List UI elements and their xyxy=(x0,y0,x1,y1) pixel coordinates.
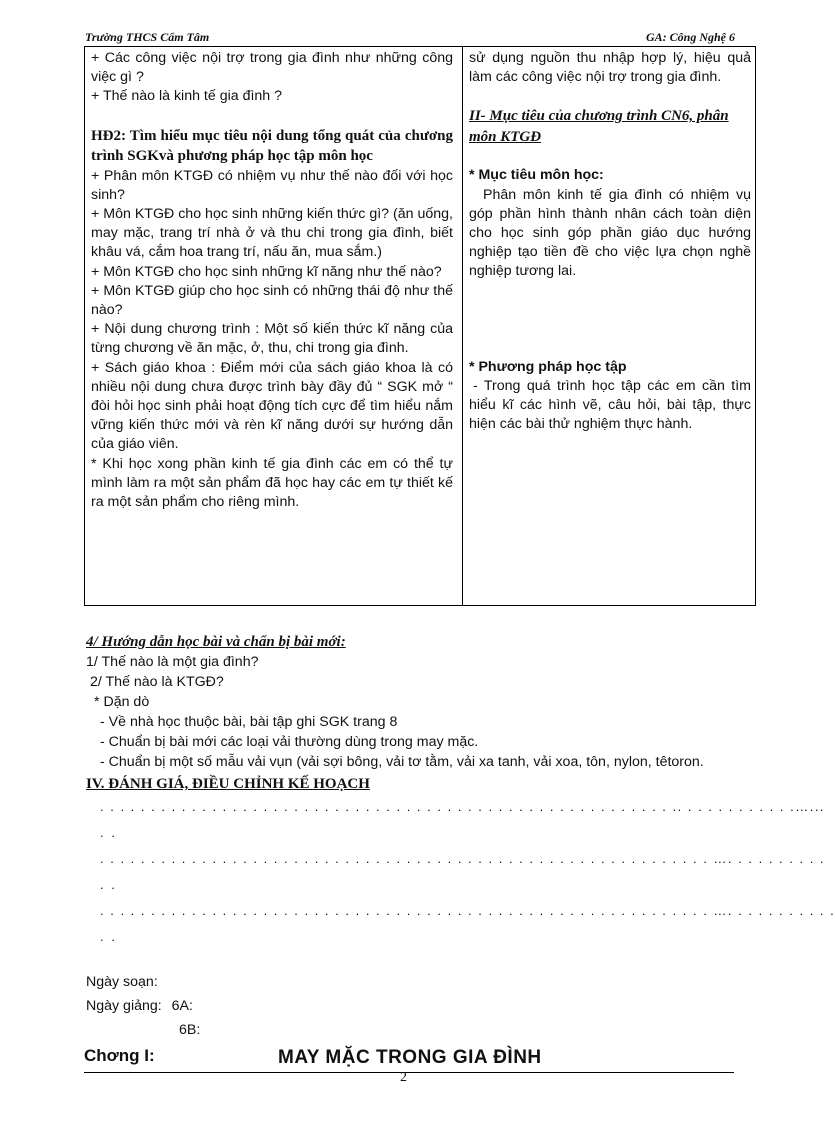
prep-date: Ngày soạn: xyxy=(86,974,158,990)
reminder-item: - Về nhà học thuộc bài, bài tập ghi SGK trang 8 xyxy=(100,714,398,730)
question-1: 1/ Thế nào là một gia đình? xyxy=(86,654,259,670)
dotted-line: . . xyxy=(100,825,117,840)
teach-date-label: Ngày giảng: xyxy=(86,998,162,1014)
column-divider xyxy=(462,47,463,605)
content-column xyxy=(469,49,751,434)
dates-block xyxy=(86,970,200,1042)
lesson-table xyxy=(84,46,756,606)
content-text: sử dụng nguồn thu nhập hợp lý, hiệu quả làm các công việc nội trợ trong gia đình. xyxy=(469,50,751,86)
class-6b: 6B: xyxy=(179,1022,201,1038)
reminder-item: - Chuẩn bị một số mẫu vải vụn (vải sợi bông, vải tơ tằm, vải xa tanh, vải xoa, tôn, nylon, têtoron. xyxy=(100,754,704,770)
question-line: + Môn KTGĐ cho học sinh những kiến thức gì? (ăn uống, may mặc, trang trí nhà ở và thu chi trong gia đình, biết khâu vá, cắm hoa trang trí, nấu ăn, mua sắm.) xyxy=(91,206,453,261)
chapter-title: MAY MẶC TRONG GIA ĐÌNH xyxy=(278,1047,542,1068)
activity-heading: HĐ2: Tìm hiểu mục tiêu nội dung tổng quát của chương trình SGKvà phương pháp học tập môn học xyxy=(91,127,453,165)
question-line: + Các công việc nội trợ trong gia đình như những công việc gì ? xyxy=(91,50,453,86)
question-line: + Môn KTGĐ cho học sinh những kĩ năng như thế nào? xyxy=(91,263,442,280)
question-line: * Khi học xong phần kinh tế gia đình các em có thể tự mình làm ra một sản phẩm đã học hay các em tự thiết kế ra một sản phẩm cho riêng mình. xyxy=(91,455,453,511)
activity-column xyxy=(91,49,453,512)
reminder-item: - Chuẩn bị bài mới các loại vải thường dùng trong may mặc. xyxy=(100,734,479,750)
chapter-label: Chơng I: xyxy=(84,1046,155,1065)
subject-label: GA: Công Nghệ 6 xyxy=(645,30,735,44)
section-title: II- Mục tiêu của chương trình CN6, phân môn KTGĐ xyxy=(469,108,729,145)
question-line: + Môn KTGĐ giúp cho học sinh có những thái độ như thế nào? xyxy=(91,282,453,319)
page-header xyxy=(85,30,735,46)
school-name: Trường THCS Cẩm Tâm xyxy=(85,30,210,44)
dotted-line: . . . . . . . . . . . . . . . . . . . . . . . . . . . . . . . . . . . . . . . . . . . . . . . . . . . . . . . . . . . . …. . . . . . . . . . xyxy=(100,851,826,866)
reminder-title: * Dặn dò xyxy=(94,694,150,710)
chapter-heading xyxy=(84,1046,734,1073)
question-line: + Phân môn KTGĐ có nhiệm vụ như thế nào đối với học sinh? xyxy=(91,167,453,203)
class-6a: 6A: xyxy=(171,998,193,1014)
guide-title: 4/ Hướng dẫn học bài và chẩn bị bài mới: xyxy=(86,634,346,650)
goal-title: * Mục tiêu môn học: xyxy=(469,167,604,184)
teach-date-row xyxy=(86,994,200,1018)
question-2: 2/ Thế nào là KTGĐ? xyxy=(90,674,224,690)
page-number: 2 xyxy=(400,1070,407,1085)
question-line: + Sách giáo khoa : Điểm mới của sách giáo khoa là có nhiều nội dung chưa được trình bày đầy đủ “ SGK mở “ đòi hỏi học sinh phải hoạt động tích cực để tìm hiểu nắm vững kiến thức mới và rèn kĩ năng dưới sự hướng dẫn của giáo viên. xyxy=(91,359,453,453)
goal-text: Phân môn kinh tế gia đình có nhiệm vụ góp phần hình thành nhân cách toàn diện cho học sinh góp phần giáo dục hướng nghiệp tạo tiền đề cho việc lựa chọn nghề nghiệp tương lai. xyxy=(469,186,751,280)
dotted-line: . . xyxy=(100,929,117,944)
dotted-line: . . . . . . . . . . . . . . . . . . . . . . . . . . . . . . . . . . . . . . . . . . . . . . . . . . . . . . . . .. . . . . . . . . . . .…... xyxy=(100,799,826,814)
method-text: - Trong quá trình học tập các em cần tìm hiểu kĩ các hình vẽ, câu hỏi, bài tập, thực hiện các bài thử nghiệm thực hành. xyxy=(469,377,751,433)
evaluation-title: IV. ĐÁNH GIÁ, ĐIỀU CHỈNH KẾ HOẠCH xyxy=(86,776,370,792)
question-line: + Nội dung chương trình : Một số kiến thức kĩ năng của từng chương về ăn mặc, ở, thu, chi trong gia đình. xyxy=(91,321,453,357)
question-line: + Thế nào là kinh tế gia đình ? xyxy=(91,88,283,105)
homework-section xyxy=(86,632,835,950)
dotted-line: . . . . . . . . . . . . . . . . . . . . . . . . . . . . . . . . . . . . . . . . . . . . . . . . . . . . . . . . . . . . …. . . . . . . . . . . xyxy=(100,903,835,918)
dotted-line: . . xyxy=(100,877,117,892)
method-title: * Phương pháp học tập xyxy=(469,358,627,375)
